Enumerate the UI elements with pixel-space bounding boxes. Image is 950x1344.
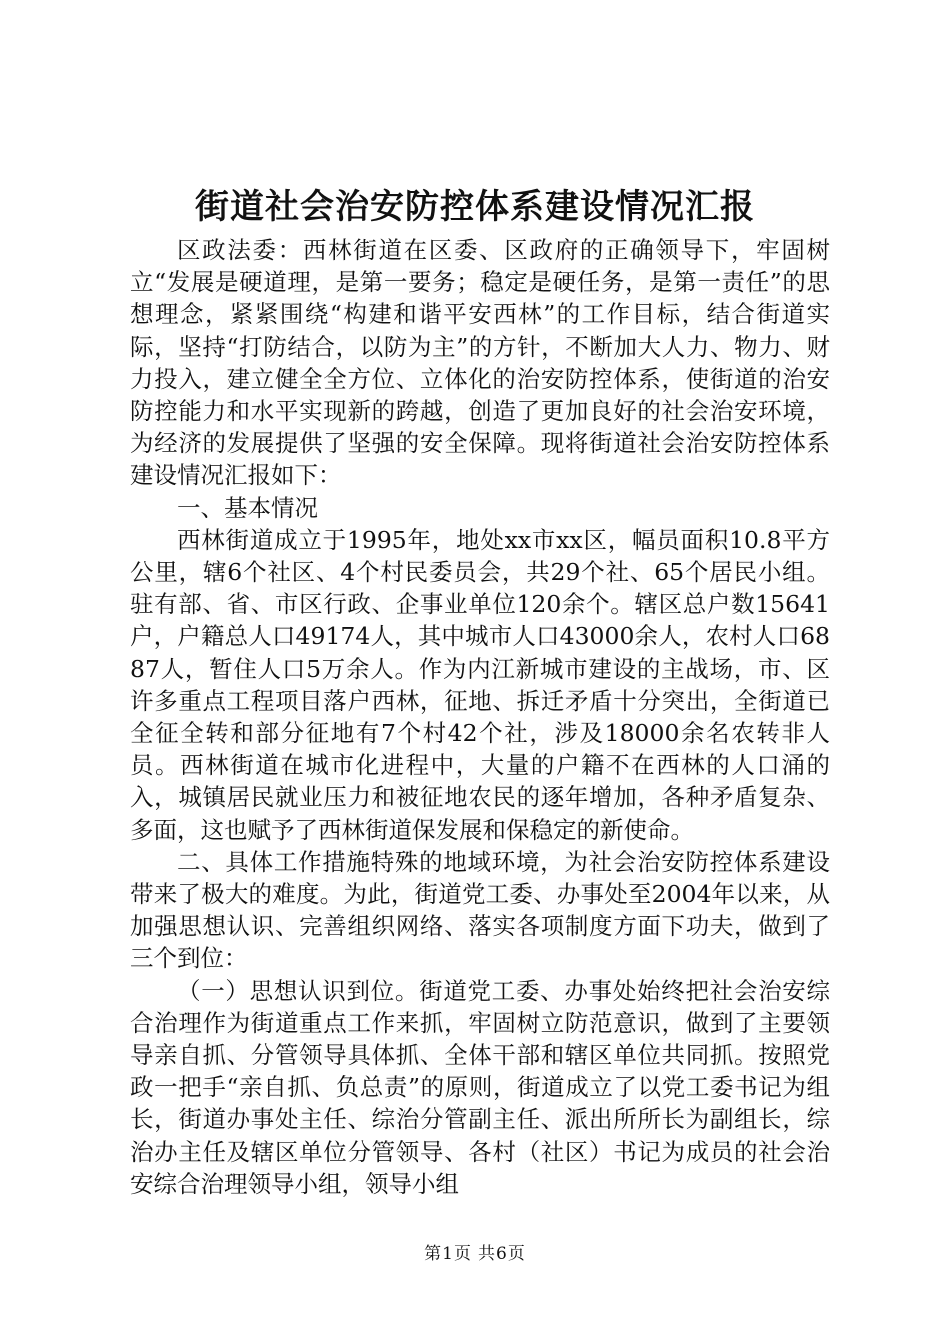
page-total: 共6页 <box>478 1244 526 1264</box>
document-title: 街道社会治安防控体系建设情况汇报 <box>195 187 755 227</box>
page-number: 第1页 <box>424 1244 472 1264</box>
paragraph-measures: 二、具体工作措施特殊的地域环境，为社会治安防控体系建设带来了极大的难度。为此，街道党工委、办事处至2004年以来，从加强思想认识、完善组织网络、落实各项制度方面下功夫，做到了三个到位： <box>130 847 830 973</box>
section-heading-basic: 一、基本情况 <box>177 493 318 522</box>
paragraph-basic-info: 西林街道成立于1995年，地处xx市xx区，幅员面积10.8平方公里，辖6个社区、4个村民委员会，共29个社、65个居民小组。驻有部、省、市区行政、企事业单位120余个。辖区总户数15641户，户籍总人口49174人，其中城市人口43000余人，农村人口6887人，暂住人口5万余人。作为内江新城市建设的主战场，市、区许多重点工程项目落户西林，征地、拆迁矛盾十分突出，全街道已全征全转和部分征地有7个村42个社，涉及18000余名农转非人员。西林街道在城市化进程中，大量的户籍不在西林的人口涌的入，城镇居民就业压力和被征地农民的逐年增加，各种矛盾复杂、多面，这也赋予了西林街道保发展和保稳定的新使命。 <box>130 525 830 844</box>
paragraph-intro: 区政法委：西林街道在区委、区政府的正确领导下，牢固树立“发展是硬道理，是第一要务；稳定是硬任务，是第一责任”的思想理念，紧紧围绕“构建和谐平安西林”的工作目标，结合街道实际，坚持“打防结合，以防为主”的方针，不断加大人力、物力、财力投入，建立健全全方位、立体化的治安防控体系，使街道的治安防控能力和水平实现新的跨越，创造了更加良好的社会治安环境，为经济的发展提供了坚强的安全保障。现将街道社会治安防控体系建设情况汇报如下： <box>130 236 830 490</box>
document-body <box>130 234 830 1200</box>
paragraph-thinking: （一）思想认识到位。街道党工委、办事处始终把社会治安综合治理作为街道重点工作来抓，牢固树立防范意识，做到了主要领导亲自抓、分管领导具体抓、全体干部和辖区单位共同抓。按照党政一把手“亲自抓、负总责”的原则，街道成立了以党工委书记为组长，街道办事处主任、综治分管副主任、派出所所长为副组长，综治办主任及辖区单位分管领导、各村（社区）书记为成员的社会治安综合治理领导小组，领导小组 <box>130 976 830 1198</box>
page-footer <box>0 1242 950 1266</box>
